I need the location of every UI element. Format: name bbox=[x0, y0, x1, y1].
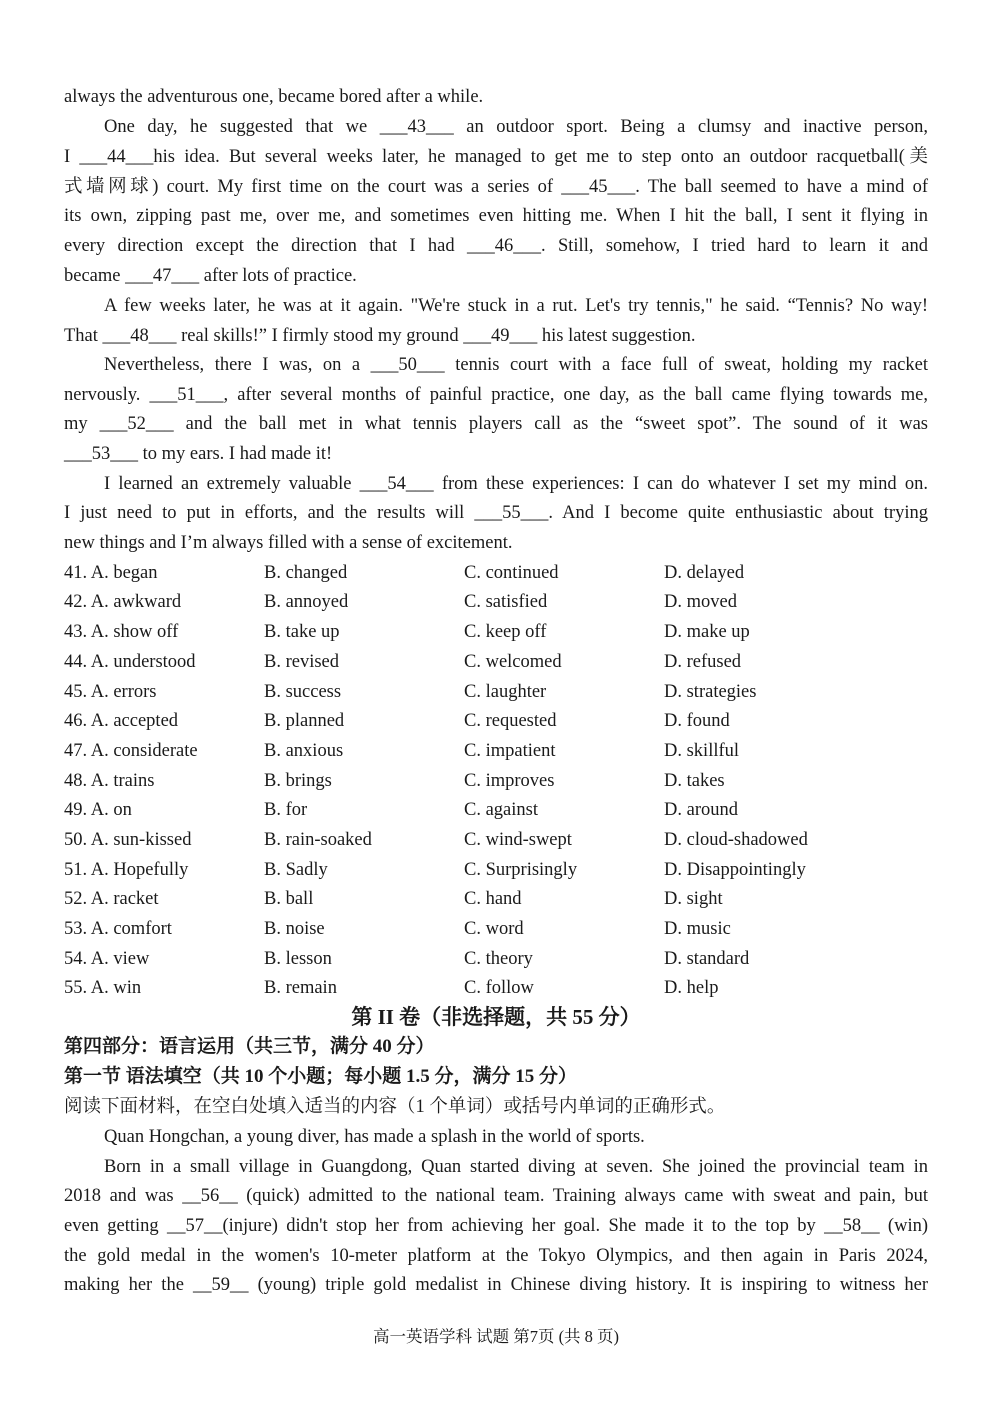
passage-line: 式墙网球) court. My first time on the court was a series of ___45___. The ball seemed to have a mind of bbox=[64, 177, 928, 197]
option-c: C. laughter bbox=[464, 682, 547, 702]
passage-line: my ___52___ and the ball met in what tennis players call as the “sweet spot”. The sound of it was bbox=[64, 414, 928, 434]
option-a: 45. A. errors bbox=[64, 682, 157, 702]
option-d: D. make up bbox=[664, 622, 750, 642]
option-d: D. moved bbox=[664, 592, 737, 612]
option-c: C. welcomed bbox=[464, 652, 562, 672]
option-d: D. found bbox=[664, 711, 730, 731]
option-a: 55. A. win bbox=[64, 978, 142, 998]
passage-line: One day, he suggested that we ___43___ an outdoor sport. Being a clumsy and inactive person, bbox=[104, 117, 928, 137]
option-row bbox=[64, 825, 928, 855]
passage2-line: even getting __57__(injure) didn't stop her from achieving her goal. She made it to the top by __58__ (win) bbox=[64, 1216, 928, 1236]
option-c: C. keep off bbox=[464, 622, 547, 642]
option-a: 48. A. trains bbox=[64, 771, 155, 791]
option-a: 54. A. view bbox=[64, 949, 150, 969]
option-b: B. brings bbox=[264, 771, 332, 791]
option-row bbox=[64, 587, 928, 617]
option-row bbox=[64, 647, 928, 677]
part-title: 第四部分：语言运用（共三节，满分 40 分） bbox=[64, 1036, 435, 1057]
option-c: C. word bbox=[464, 919, 524, 939]
instruction: 阅读下面材料，在空白处填入适当的内容（1 个单词）或括号内单词的正确形式。 bbox=[64, 1097, 726, 1117]
passage-line: I learned an extremely valuable ___54___ from these experiences: I can do whatever I set my mind on. bbox=[104, 474, 928, 494]
passage2-line: Born in a small village in Guangdong, Quan started diving at seven. She joined the provincial team in bbox=[104, 1157, 928, 1177]
option-a: 51. A. Hopefully bbox=[64, 860, 189, 880]
option-d: D. takes bbox=[664, 771, 725, 791]
option-d: D. strategies bbox=[664, 682, 757, 702]
option-a: 52. A. racket bbox=[64, 889, 159, 909]
option-c: C. follow bbox=[464, 978, 534, 998]
option-row bbox=[64, 795, 928, 825]
option-a: 42. A. awkward bbox=[64, 592, 182, 612]
option-a: 50. A. sun-kissed bbox=[64, 830, 192, 850]
option-row bbox=[64, 766, 928, 796]
passage-line: its own, zipping past me, over me, and sometimes even hitting me. When I hit the ball, I sent it flying in bbox=[64, 206, 928, 226]
option-b: B. annoyed bbox=[264, 592, 349, 612]
option-row bbox=[64, 677, 928, 707]
option-d: D. sight bbox=[664, 889, 723, 909]
option-a: 46. A. accepted bbox=[64, 711, 179, 731]
passage-line: ___53___ to my ears. I had made it! bbox=[64, 444, 333, 464]
passage2-line: 2018 and was __56__ (quick) admitted to the national team. Training always came with sweat and pain, but bbox=[64, 1186, 928, 1206]
passage-line: always the adventurous one, became bored after a while. bbox=[64, 87, 484, 107]
option-d: D. around bbox=[664, 800, 738, 820]
subsection-title: 第一节 语法填空（共 10 个小题；每小题 1.5 分，满分 15 分） bbox=[64, 1066, 578, 1087]
option-b: B. Sadly bbox=[264, 860, 328, 880]
option-row bbox=[64, 617, 928, 647]
option-d: D. delayed bbox=[664, 563, 745, 583]
option-a: 41. A. began bbox=[64, 563, 158, 583]
option-a: 53. A. comfort bbox=[64, 919, 172, 939]
option-a: 47. A. considerate bbox=[64, 741, 198, 761]
option-c: C. impatient bbox=[464, 741, 556, 761]
option-b: B. lesson bbox=[264, 949, 332, 969]
option-d: D. music bbox=[664, 919, 731, 939]
option-row bbox=[64, 914, 928, 944]
option-b: B. rain-soaked bbox=[264, 830, 372, 850]
option-a: 44. A. understood bbox=[64, 652, 196, 672]
option-row bbox=[64, 558, 928, 588]
option-c: C. hand bbox=[464, 889, 522, 909]
option-c: C. improves bbox=[464, 771, 555, 791]
option-row bbox=[64, 706, 928, 736]
option-b: B. success bbox=[264, 682, 342, 702]
option-c: C. requested bbox=[464, 711, 557, 731]
option-c: C. against bbox=[464, 800, 538, 820]
passage2-line: the gold medal in the women's 10-meter platform at the Tokyo Olympics, and then again in Paris 2024, bbox=[64, 1246, 928, 1266]
passage-line: That ___48___ real skills!” I firmly stood my ground ___49___ his latest suggestion. bbox=[64, 326, 696, 346]
option-row bbox=[64, 736, 928, 766]
passage-line: became ___47___ after lots of practice. bbox=[64, 266, 357, 286]
option-c: C. Surprisingly bbox=[464, 860, 578, 880]
passage-line: every direction except the direction that I had ___46___. Still, somehow, I tried hard to learn it and bbox=[64, 236, 928, 256]
option-b: B. anxious bbox=[264, 741, 344, 761]
passage-line: A few weeks later, he was at it again. "We're stuck in a rut. Let's try tennis," he said. “Tennis? No way! bbox=[104, 296, 928, 316]
option-c: C. wind-swept bbox=[464, 830, 572, 850]
option-b: B. remain bbox=[264, 978, 337, 998]
option-d: D. help bbox=[664, 978, 719, 998]
page-footer: 高一英语学科 试题 第7页 (共 8 页) bbox=[372, 1327, 620, 1346]
option-c: C. continued bbox=[464, 563, 559, 583]
section-title: 第 II 卷（非选择题，共 55 分） bbox=[351, 1005, 641, 1029]
passage-line: I just need to put in efforts, and the results will ___55___. And I become quite enthusiastic about trying bbox=[64, 503, 928, 523]
option-b: B. take up bbox=[264, 622, 340, 642]
passage2-line: making her the __59__ (young) triple gold medalist in Chinese diving history. It is inspiring to witness her bbox=[64, 1275, 928, 1295]
passage-line: new things and I’m always filled with a sense of excitement. bbox=[64, 533, 513, 553]
option-b: B. revised bbox=[264, 652, 340, 672]
option-b: B. changed bbox=[264, 563, 348, 583]
passage-line: Nevertheless, there I was, on a ___50___ tennis court with a face full of sweat, holding my racket bbox=[104, 355, 928, 375]
option-a: 49. A. on bbox=[64, 800, 132, 820]
option-c: C. theory bbox=[464, 949, 533, 969]
option-d: D. standard bbox=[664, 949, 750, 969]
option-row bbox=[64, 944, 928, 974]
option-a: 43. A. show off bbox=[64, 622, 179, 642]
option-b: B. for bbox=[264, 800, 308, 820]
option-b: B. ball bbox=[264, 889, 314, 909]
option-d: D. cloud-shadowed bbox=[664, 830, 808, 850]
option-c: C. satisfied bbox=[464, 592, 548, 612]
option-row bbox=[64, 973, 928, 1003]
passage-line: nervously. ___51___, after several months of painful practice, one day, as the ball came flying towards me, bbox=[64, 385, 928, 405]
option-b: B. noise bbox=[264, 919, 325, 939]
option-b: B. planned bbox=[264, 711, 345, 731]
passage-line: I ___44___his idea. But several weeks later, he managed to get me to step onto an outdoor racquetball(美 bbox=[64, 147, 928, 167]
passage2-line: Quan Hongchan, a young diver, has made a splash in the world of sports. bbox=[104, 1127, 645, 1147]
option-row bbox=[64, 884, 928, 914]
option-d: D. skillful bbox=[664, 741, 740, 761]
option-row bbox=[64, 855, 928, 885]
option-d: D. Disappointingly bbox=[664, 860, 806, 880]
option-d: D. refused bbox=[664, 652, 742, 672]
